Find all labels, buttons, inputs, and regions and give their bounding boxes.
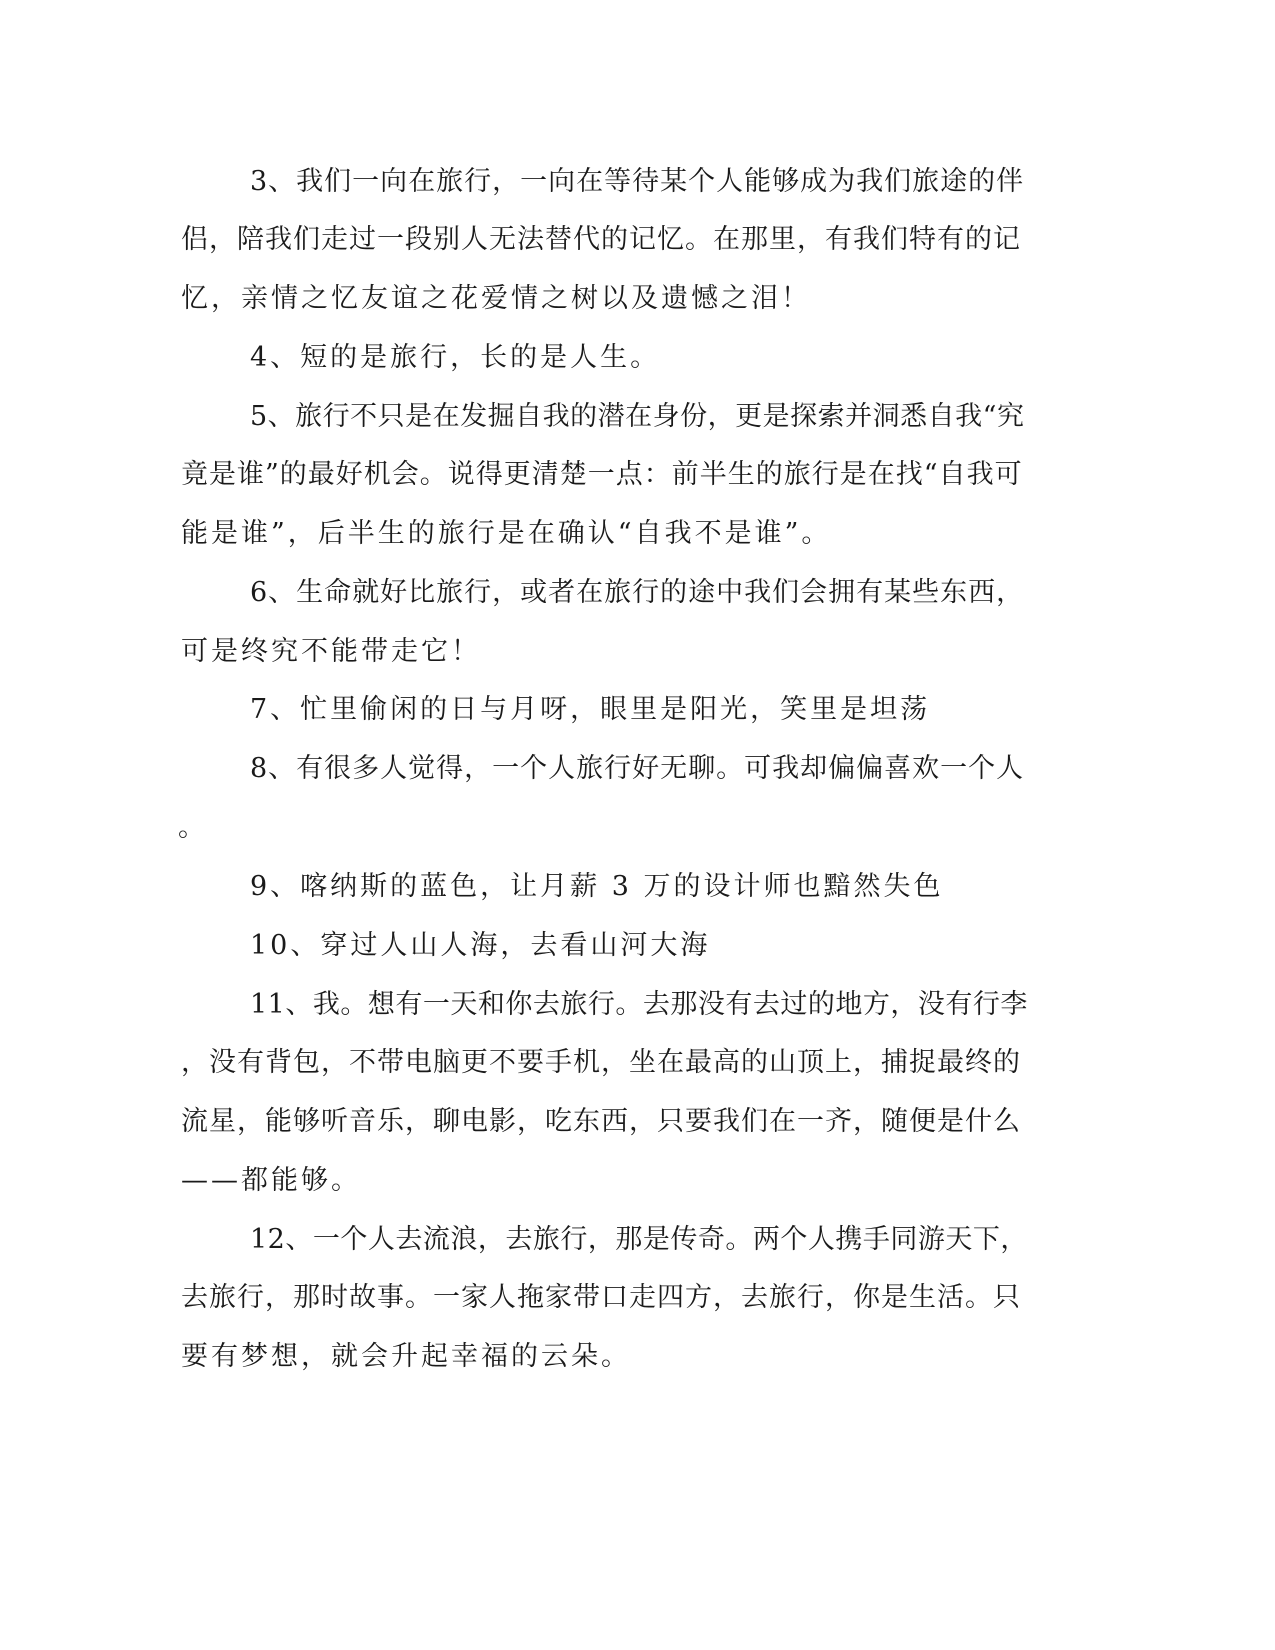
text-line: 去旅行，那时故事。一家人拖家带口走四方，去旅行，你是生活。只 — [181, 1282, 1021, 1313]
text-line: 12、一个人去流浪，去旅行，那是传奇。两个人携手同游天下， — [250, 1224, 1028, 1255]
text-line: 侣，陪我们走过一段别人无法替代的记忆。在那里，有我们特有的记 — [181, 224, 1021, 255]
text-line: 8、有很多人觉得，一个人旅行好无聊。可我却偏偏喜欢一个人 — [250, 753, 1025, 784]
text-line: 流星，能够听音乐，聊电影，吃东西，只要我们在一齐，随便是什么 — [181, 1106, 1021, 1137]
text-line: 3、我们一向在旅行，一向在等待某个人能够成为我们旅途的伴 — [250, 166, 1025, 197]
text-line: 9、喀纳斯的蓝色，让月薪 3 万的设计师也黯然失色 — [250, 871, 944, 902]
text-line: 可是终究不能带走它！ — [181, 636, 481, 667]
text-line: ，没有背包，不带电脑更不要手机，坐在最高的山顶上，捕捉最终的 — [181, 1047, 1021, 1078]
text-line: ——都能够。 — [181, 1165, 361, 1196]
text-line: 10、穿过人山人海，去看山河大海 — [250, 930, 711, 961]
text-line: 。 — [178, 812, 208, 843]
text-line: 竟是谁”的最好机会。说得更清楚一点：前半生的旅行是在找“自我可 — [181, 459, 1023, 490]
text-line: 能是谁”，后半生的旅行是在确认“自我不是谁”。 — [181, 518, 832, 549]
text-line: 4、短的是旅行，长的是人生。 — [250, 342, 661, 373]
text-line: 7、忙里偷闲的日与月呀，眼里是阳光，笑里是坦荡 — [250, 694, 931, 725]
text-line: 要有梦想，就会升起幸福的云朵。 — [181, 1341, 631, 1372]
text-line: 忆，亲情之忆友谊之花爱情之树以及遗憾之泪！ — [181, 283, 811, 314]
text-line: 11、我。想有一天和你去旅行。去那没有去过的地方，没有行李 — [250, 989, 1028, 1020]
text-line: 5、旅行不只是在发掘自我的潜在身份，更是探索并洞悉自我“究 — [250, 401, 1025, 432]
text-line: 6、生命就好比旅行，或者在旅行的途中我们会拥有某些东西， — [250, 577, 1025, 608]
